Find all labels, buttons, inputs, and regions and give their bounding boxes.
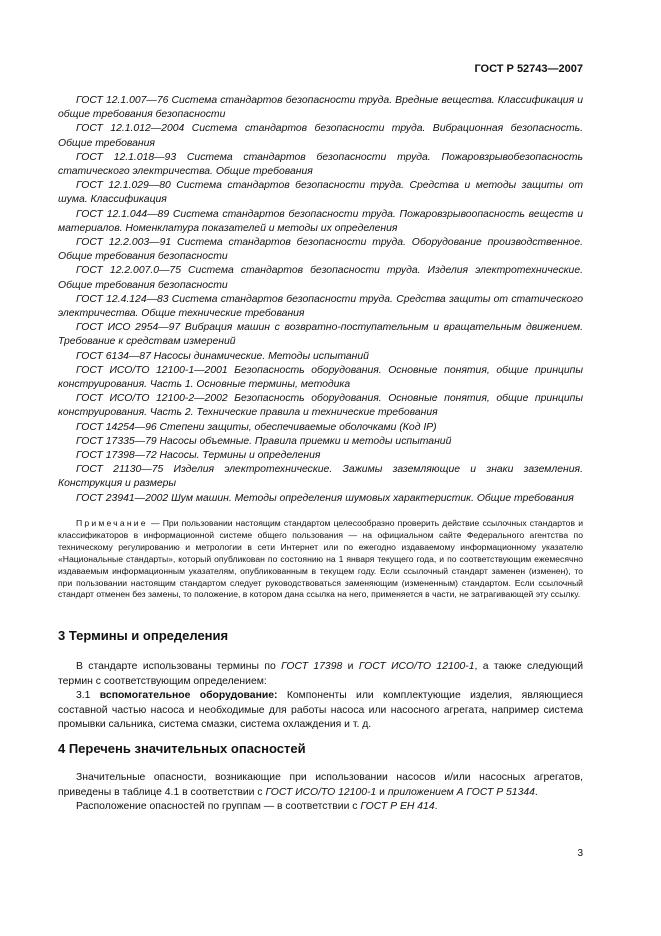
term-text: Компоненты или комплектующие изделия, являющиеся составной частью насоса и необходимые для работы насоса или насосного агрегата, например система промывки сальника, система смазки, система охлаждения и т. д. <box>58 690 583 730</box>
note-text: — При пользовании настоящим стандартом целесообразно проверить действие ссылочных стандартов и классификаторов в информационной системе общего пользования — на официальном сайте Федерального агентства по техническому регулированию и метрологии в сети Интернет или по ежегодно издаваемому информационному указателю «Национальные стандарты», который опубликован по состоянию на 1 января текущего года, и по соответствующим ежемесячно издаваемым информационным указателям, опубликованным в текущем году. Если ссылочный стандарт заменен (изменен), то при пользовании настоящим стандартом следует руководствоваться заменяющим (измененным) стандартом. Если ссылочный стандарт отменен без замены, то положение, в котором дана ссылка на него, применяется в части, не затрагивающей эту ссылку. <box>58 518 584 600</box>
term-name: вспомогательное оборудование: <box>99 690 278 701</box>
term-definition <box>58 689 583 733</box>
section-4-paragraph-2 <box>58 800 583 815</box>
note-paragraph <box>58 518 583 601</box>
text-run: и <box>342 661 359 672</box>
reference-item: ГОСТ 21130—75 Изделия электротехнические. Зажимы заземляющие и знаки заземления. Конструкция и размеры <box>58 464 583 490</box>
page-number: 3 <box>577 848 583 859</box>
reference-item: ГОСТ 14254—96 Степени защиты, обеспечиваемые оболочками (Код IP) <box>76 421 437 433</box>
text-run: , а также следующий термин с соответствующим определением: <box>58 661 583 687</box>
reference-item: ГОСТ ИСО/ТО 12100-1—2001 Безопасность оборудования. Основные понятия, общие принципы конструирования. Часть 1. Основные термины, методика <box>58 364 583 391</box>
reference-link: приложением А ГОСТ Р 51344 <box>387 786 535 798</box>
reference-item: ГОСТ 12.2.003—91 Система стандартов безопасности труда. Оборудование производственное. Общие требования безопасности <box>58 237 583 263</box>
section-4-heading: 4 Перечень значительных опасностей <box>58 741 306 756</box>
reference-item: ГОСТ 12.1.044—89 Система стандартов безопасности труда. Пожаровзрывоопасность веществ и материалов. Номенклатура показателей и методы их определения <box>58 208 583 234</box>
reference-link: ГОСТ Р ЕН 414 <box>360 801 435 812</box>
reference-item: ГОСТ ИСО 2954—97 Вибрация машин с возвратно-поступательным и вращательным движением. Требование к средствам измерений <box>58 322 583 348</box>
reference-item: ГОСТ 6134—87 Насосы динамические. Методы испытаний <box>76 350 369 362</box>
reference-item: ГОСТ 12.1.012—2004 Система стандартов безопасности труда. Вибрационная безопасность. Общие требования <box>58 123 583 149</box>
text-run: и <box>376 786 388 798</box>
reference-link: ГОСТ ИСО/ТО 12100-1 <box>358 661 475 672</box>
text-run: В стандарте использованы термины по <box>76 661 282 672</box>
reference-link: ГОСТ ИСО/ТО 12100-1 <box>265 786 377 798</box>
text-run: . <box>534 786 538 798</box>
section-3-heading: 3 Термины и определения <box>58 628 229 643</box>
reference-item: ГОСТ 12.1.029—80 Система стандартов безопасности труда. Средства и методы защиты от шума. Классификация <box>58 180 583 206</box>
term-number: 3.1 <box>76 690 100 701</box>
reference-item: ГОСТ 17335—79 Насосы объемные. Правила приемки и методы испытаний <box>76 435 452 447</box>
note-label: Примечание <box>76 518 148 528</box>
reference-item: ГОСТ 12.4.124—83 Система стандартов безопасности труда. Средства защиты от статического электричества. Общие технические требования <box>58 293 583 320</box>
reference-item: ГОСТ 12.2.007.0—75 Система стандартов безопасности труда. Изделия электротехнические. Общие требования безопасности <box>58 265 583 291</box>
reference-item: ГОСТ ИСО/ТО 12100-2—2002 Безопасность оборудования. Основные понятия, общие принципы конструирования. Часть 2. Технические правила и технические требования <box>58 393 583 419</box>
reference-link: ГОСТ 17398 <box>281 661 343 672</box>
section-3-intro <box>58 660 583 689</box>
normative-references-list <box>58 94 583 506</box>
text-run: Расположение опасностей по группам — в соответствии с <box>76 801 361 812</box>
reference-item: ГОСТ 23941—2002 Шум машин. Методы определения шумовых характеристик. Общие требования <box>76 492 574 504</box>
reference-item: ГОСТ 12.1.007—76 Система стандартов безопасности труда. Вредные вещества. Классификация и общие требования безопасности <box>58 95 583 121</box>
text-run: . <box>434 801 438 812</box>
reference-item: ГОСТ 12.1.018—93 Система стандартов безопасности труда. Пожаровзрывобезопасность статического электричества. Общие требования <box>58 151 583 178</box>
document-header: ГОСТ Р 52743—2007 <box>474 63 583 75</box>
reference-item: ГОСТ 17398—72 Насосы. Термины и определения <box>76 450 321 462</box>
text-run: Значительные опасности, возникающие при использовании насосов и/или насосных агрегатов, приведены в таблице 4.1 в соответствии с <box>58 772 583 798</box>
section-4-paragraph-1 <box>58 771 583 800</box>
